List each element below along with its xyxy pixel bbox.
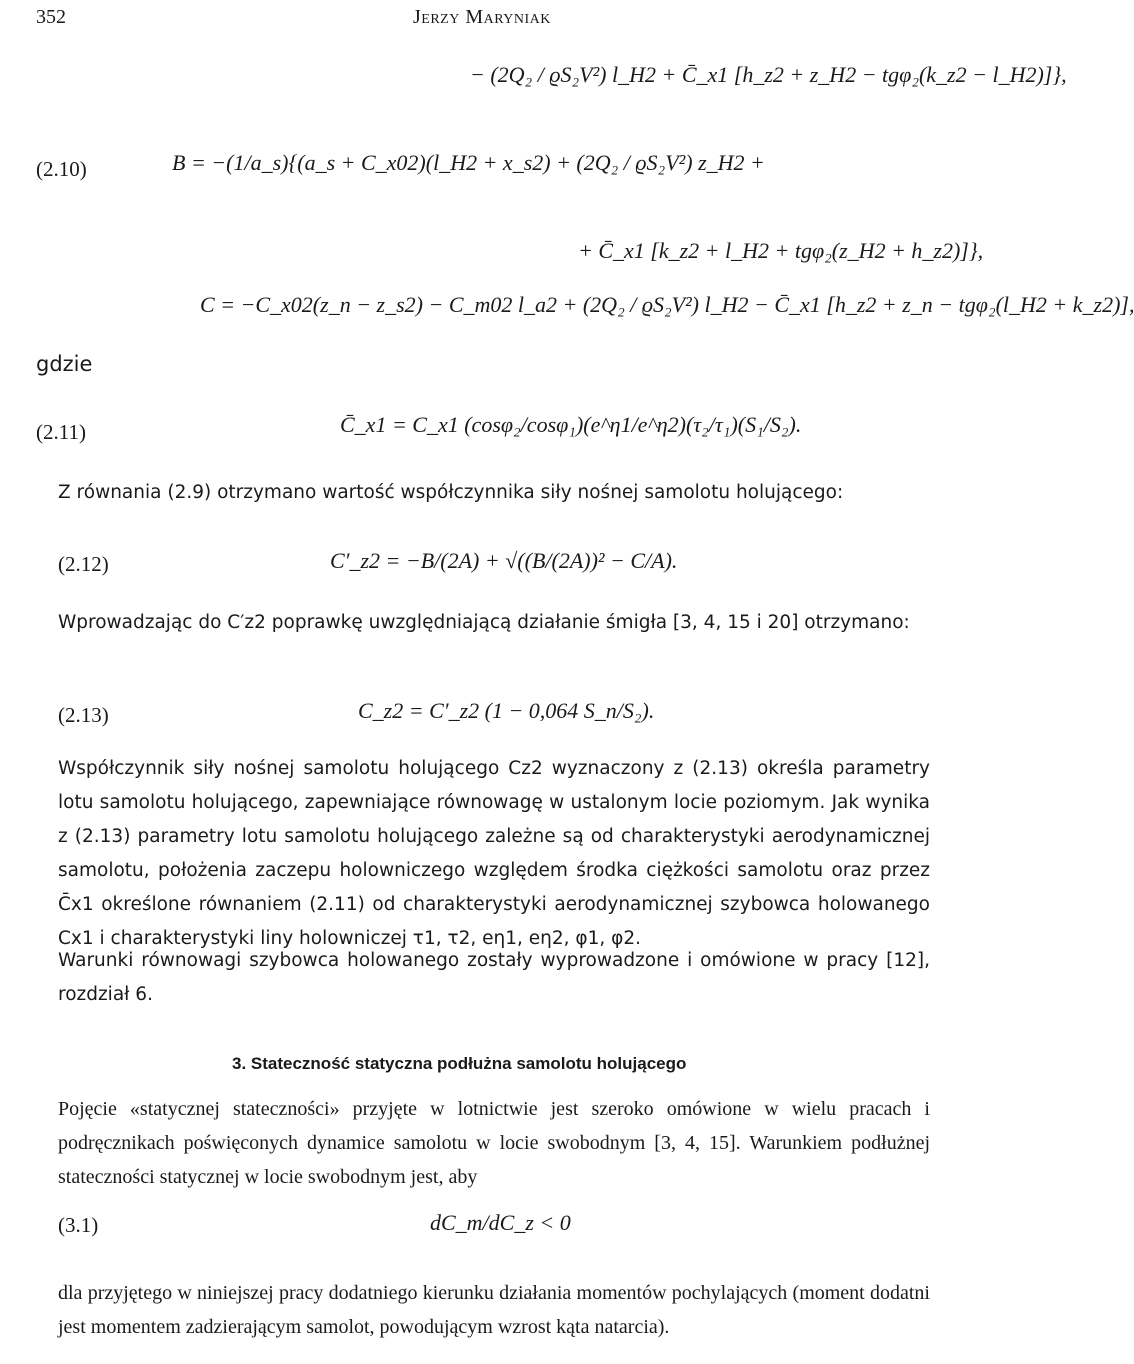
eq-2-13-formula: C_z2 = C′_z2 (1 − 0,064 S_n/S₂). — [358, 698, 655, 723]
eq-2-10-number: (2.10) — [36, 157, 87, 181]
section-heading: 3. Stateczność statyczna podłużna samolotu holującego — [232, 1054, 687, 1073]
paragraph-warunki: Warunki równowagi szybowca holowanego zostały wyprowadzone i omówione w pracy [12], rozdział 6. — [58, 950, 930, 1005]
eq-2-12-formula: C′_z2 = −B/(2A) + √((B/(2A))² − C/A). — [330, 548, 678, 573]
eq-2-12-number: (2.12) — [58, 552, 109, 576]
paragraph-wspolczynnik: Współczynnik siły nośnej samolotu holującego Cz2 wyznaczony z (2.13) określa parametry lotu samolotu holującego, zapewniające równowagę w ustalonym locie poziomym. Jak wynika z (2.13) parametry lotu samolotu holującego zależne są od charakterystyki aerodynamicznej samolotu, położenia zaczepu holowniczego względem środka ciężkości samolotu oraz przez C̄x1 określone równaniem (2.11) od charakterystyki aerodynamicznej szybowca holowanego Cx1 i charakterystyki liny holowniczej τ1, τ2, eη1, eη2, φ1, φ2. — [58, 758, 930, 949]
eq-3-1-formula: dC_m/dC_z < 0 — [430, 1210, 571, 1235]
eq-2-10-line1: B = −(1/a_s){(a_s + C_x02)(l_H2 + x_s2) + (2Q₂ / ϱS₂V²) z_H2 + — [172, 150, 765, 175]
eq-2-11-number: (2.11) — [36, 420, 86, 444]
paragraph-wprowadzajac: Wprowadzając do C′z2 poprawkę uwzględniającą działanie śmigła [3, 4, 15 i 20] otrzymano: — [58, 612, 910, 633]
eq-3-1-number: (3.1) — [58, 1213, 99, 1237]
running-head-author: Jerzy Maryniak — [413, 6, 551, 28]
paragraph-z-rownania: Z równania (2.9) otrzymano wartość współczynnika siły nośnej samolotu holującego: — [58, 482, 844, 503]
paragraph-pojecie: Pojęcie «statycznej stateczności» przyjęte w lotnictwie jest szeroko omówione w wielu pracach i podręcznikach poświęconych dynamice samolotu w locie swobodnym [3, 4, 15]. Warunkiem podłużnej stateczności statycznej w locie swobodnym jest, aby — [58, 1098, 930, 1188]
eq-2-10-line2: + C̄_x1 [k_z2 + l_H2 + tgφ₂(z_H2 + h_z2)]}, — [578, 238, 984, 263]
eq-2-13-number: (2.13) — [58, 703, 109, 727]
paragraph-dla: dla przyjętego w niniejszej pracy dodatniego kierunku działania momentów pochylających (moment dodatni jest momentem zadzierającym samolot, powodującym wzrost kąta natarcia). — [58, 1282, 930, 1338]
eq-2-10-line3: C = −C_x02(z_n − z_s2) − C_m02 l_a2 + (2Q₂ / ϱS₂V²) l_H2 − C̄_x1 [h_z2 + z_n − tgφ₂(l_H2 + k_z2)], — [200, 292, 1134, 317]
page-number: 352 — [36, 6, 66, 28]
eq-2-11-formula: C̄_x1 = C_x1 (cosφ₂/cosφ₁)(e^η1/e^η2)(τ₂/τ₁)(S₁/S₂). — [340, 412, 802, 437]
eq-2-10-line0: − (2Q₂ / ϱS₂V²) l_H2 + C̄_x1 [h_z2 + z_H2 − tgφ₂(k_z2 − l_H2)]}, — [470, 62, 1067, 87]
gdzie-label: gdzie — [36, 352, 93, 376]
